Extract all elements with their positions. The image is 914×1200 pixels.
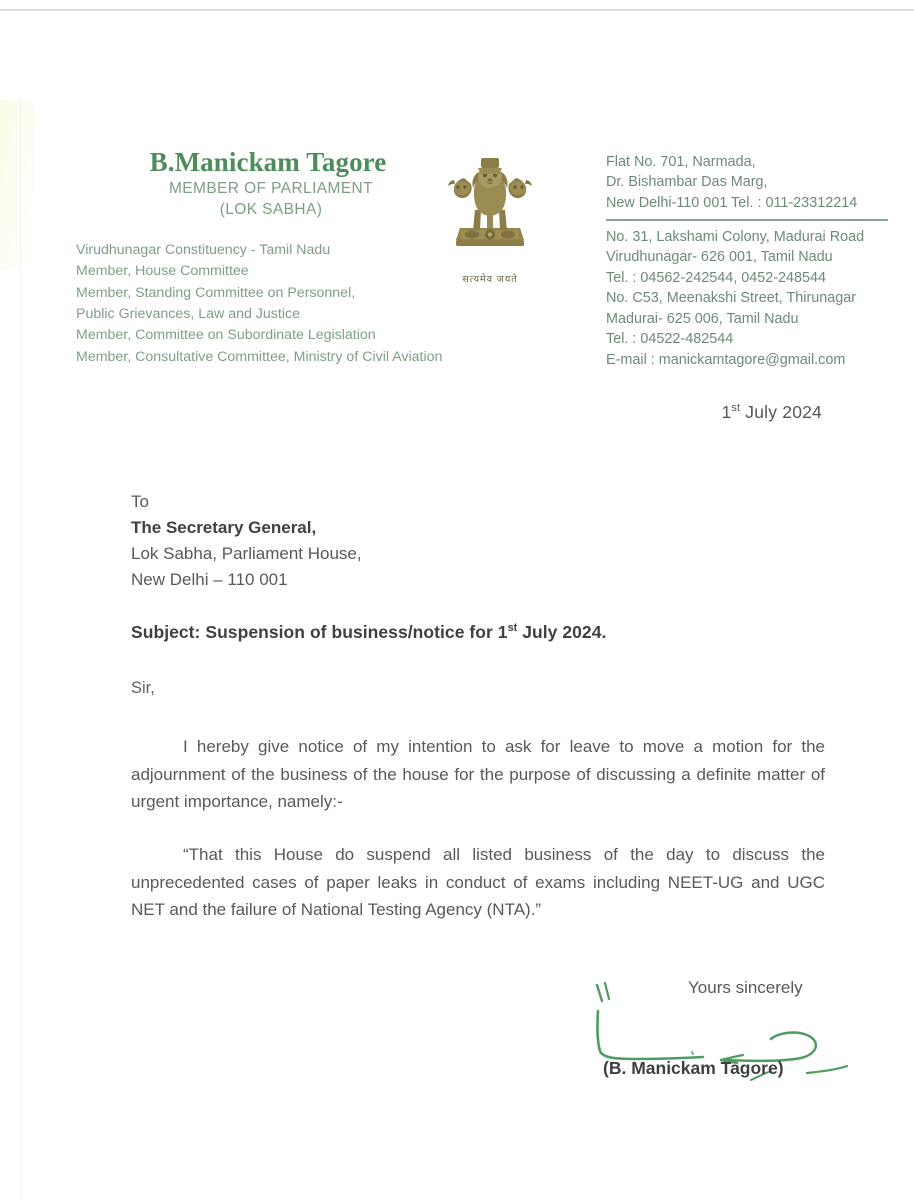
subject-prefix: Subject: Suspension of business/notice for 1 bbox=[131, 622, 508, 642]
mp-role-line-2: (LOK SABHA) bbox=[219, 201, 323, 219]
date-rest: July 2024 bbox=[740, 402, 822, 422]
mp-position: Public Grievances, Law and Justice bbox=[76, 306, 300, 323]
body-paragraph bbox=[131, 733, 825, 816]
letterhead bbox=[0, 148, 914, 368]
address-tn-line: Madurai- 625 006, Tamil Nadu bbox=[606, 310, 799, 327]
addressee-name: The Secretary General, bbox=[131, 518, 317, 537]
salutation: Sir, bbox=[131, 679, 155, 697]
paragraph-text: “That this House do suspend all listed business of the day to discuss the unprecedented cases of paper leaks in conduct of exams including NEET-UG and UGC NET and the failure of National Testing Agency (NTA).” bbox=[131, 845, 825, 920]
signature-name: (B. Manickam Tagore) bbox=[603, 1058, 784, 1078]
address-divider bbox=[606, 219, 888, 221]
paragraph-text: I hereby give notice of my intention to ask for leave to move a motion for the adjournment of the business of the house for the purpose of discussing a definite matter of urgent importance, namely:- bbox=[131, 737, 825, 812]
address-tn-line: No. C53, Meenakshi Street, Thirunagar bbox=[606, 290, 857, 307]
date-line bbox=[721, 402, 822, 423]
address-delhi-line: Dr. Bishambar Das Marg, bbox=[606, 174, 768, 191]
mp-position: Member, House Committee bbox=[76, 263, 249, 280]
address-tn-line: Tel. : 04562-242544, 0452-248544 bbox=[606, 269, 827, 286]
letterhead-address-block bbox=[606, 152, 892, 370]
subject-ordinal: st bbox=[507, 622, 518, 635]
address-delhi-line: New Delhi-110 001 Tel. : 011-23312214 bbox=[606, 194, 858, 211]
mp-position: Member, Standing Committee on Personnel, bbox=[76, 284, 356, 301]
mp-positions-list bbox=[76, 240, 466, 368]
date-day: 1 bbox=[721, 402, 732, 422]
addressee-block bbox=[131, 489, 362, 593]
subject-suffix: July 2024. bbox=[517, 622, 607, 642]
india-state-emblem-icon bbox=[434, 144, 546, 266]
closing-salutation: Yours sincerely bbox=[688, 978, 803, 997]
page-top-rule bbox=[0, 9, 914, 11]
address-email-line: E-mail : manickamtagore@gmail.com bbox=[606, 351, 846, 368]
addressee-line-2: Lok Sabha, Parliament House, bbox=[131, 544, 362, 563]
letterhead-left bbox=[76, 148, 466, 368]
mp-position: Member, Consultative Committee, Ministry of Civil Aviation bbox=[76, 348, 443, 365]
mp-role-line-1: MEMBER OF PARLIAMENT bbox=[168, 180, 374, 198]
addressee-to: To bbox=[131, 492, 149, 511]
address-tn-line: Tel. : 04522-482544 bbox=[606, 331, 734, 348]
address-tn-line: Virudhunagar- 626 001, Tamil Nadu bbox=[606, 249, 833, 266]
emblem-motto: सत्यमेव जयते bbox=[462, 274, 518, 285]
mp-name: B.Manickam Tagore bbox=[149, 147, 387, 177]
address-tn-line: No. 31, Lakshami Colony, Madurai Road bbox=[606, 228, 865, 245]
address-delhi-line: Flat No. 701, Narmada, bbox=[606, 154, 756, 170]
signature-block bbox=[575, 975, 895, 1095]
body-paragraph-quote bbox=[131, 841, 825, 924]
mp-position: Member, Committee on Subordinate Legislation bbox=[76, 327, 376, 344]
addressee-line-3: New Delhi – 110 001 bbox=[131, 570, 288, 589]
date-ordinal: st bbox=[731, 402, 741, 415]
mp-position: Virudhunagar Constituency - Tamil Nadu bbox=[76, 242, 331, 259]
subject-line bbox=[131, 622, 606, 643]
state-emblem-block bbox=[432, 144, 548, 285]
